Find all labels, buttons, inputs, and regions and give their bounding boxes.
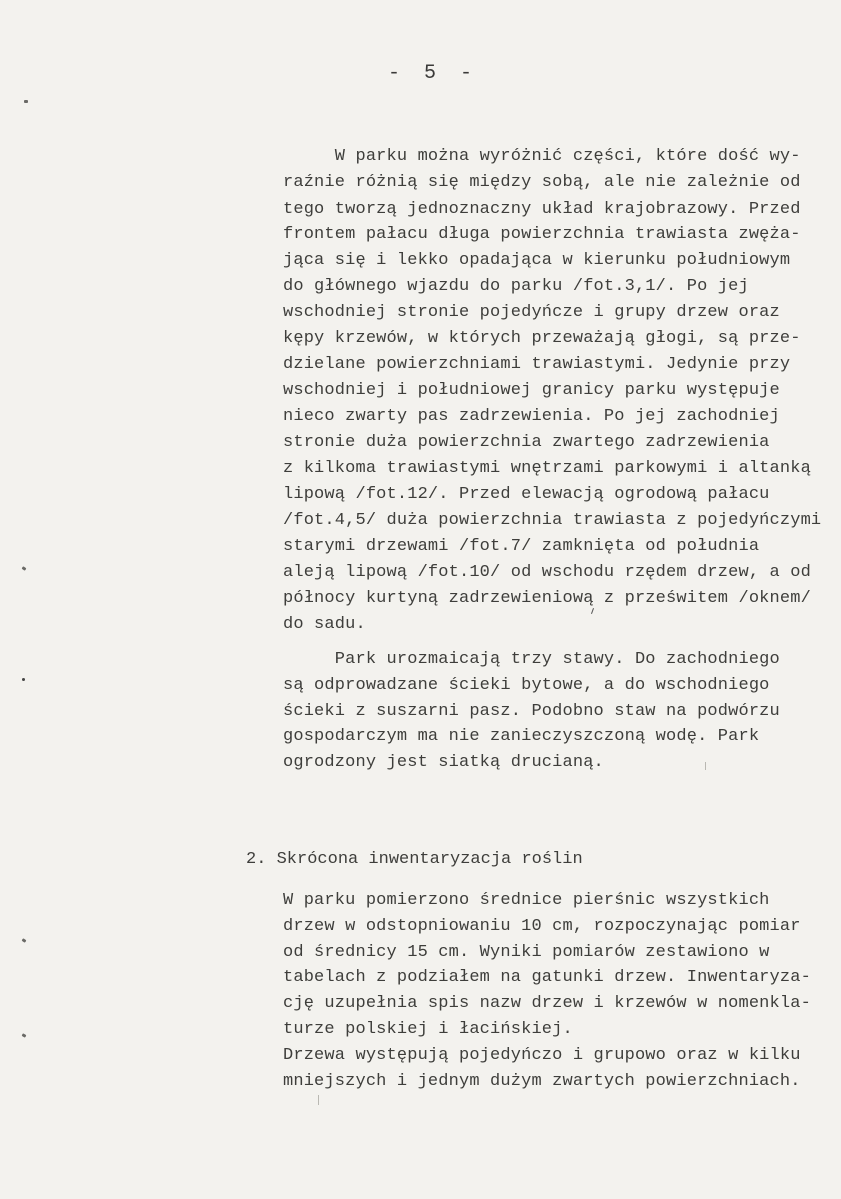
text-line: Drzewa występują pojedyńczo i grupowo oraz w kilku (283, 1046, 801, 1065)
text-line: aleją lipową /fot.10/ od wschodu rzędem drzew, a od (283, 563, 811, 582)
text-line: ogrodzony jest siatką drucianą. (283, 753, 604, 772)
margin-speck (22, 678, 25, 681)
text-line: do głównego wjazdu do parku /fot.3,1/. Po jej (283, 277, 749, 296)
text-line: gospodarczym ma nie zanieczyszczoną wodę. Park (283, 727, 760, 746)
text-line: drzew w odstopniowaniu 10 cm, rozpoczynając pomiar (283, 917, 801, 936)
section-heading: 2. Skrócona inwentaryzacja roślin (246, 850, 583, 869)
margin-speck (22, 1033, 27, 1038)
paper-fiber (705, 762, 706, 770)
text-line: frontem pałacu długa powierzchnia trawiasta zwęża- (283, 225, 801, 244)
text-line: tabelach z podziałem na gatunki drzew. Inwentaryza- (283, 968, 811, 987)
text-line: stronie duża powierzchnia zwartego zadrzewienia (283, 433, 770, 452)
text-line: od średnicy 15 cm. Wyniki pomiarów zestawiono w (283, 943, 770, 962)
text-line: mniejszych i jednym dużym zwartych powierzchniach. (283, 1072, 801, 1091)
text-line: /fot.4,5/ duża powierzchnia trawiasta z pojedyńczymi (283, 511, 822, 530)
text-line: ścieki z suszarni pasz. Podobno staw na podwórzu (283, 702, 780, 721)
text-line: są odprowadzane ścieki bytowe, a do wschodniego (283, 676, 770, 695)
text-line: wschodniej i południowej granicy parku występuje (283, 381, 780, 400)
text-line: z kilkoma trawiastymi wnętrzami parkowymi i altanką (283, 459, 811, 478)
page-number: - 5 - (388, 62, 479, 85)
margin-speck (22, 566, 27, 571)
margin-speck (22, 938, 27, 943)
text-line: wschodniej stronie pojedyńcze i grupy drzew oraz (283, 303, 780, 322)
text-line: turze polskiej i łacińskiej. (283, 1020, 573, 1039)
text-line: W parku można wyróżnić części, które dość wy- (283, 147, 801, 166)
paper-fiber (318, 1095, 319, 1105)
text-line: nieco zwarty pas zadrzewienia. Po jej zachodniej (283, 407, 780, 426)
text-line: starymi drzewami /fot.7/ zamknięta od południa (283, 537, 760, 556)
text-line: raźnie różnią się między sobą, ale nie zależnie od (283, 173, 801, 192)
text-line: Park urozmaicają trzy stawy. Do zachodniego (283, 650, 780, 669)
text-line: jąca się i lekko opadająca w kierunku południowym (283, 251, 791, 270)
text-line: lipową /fot.12/. Przed elewacją ogrodową pałacu (283, 485, 770, 504)
text-line: W parku pomierzono średnice pierśnic wszystkich (283, 891, 770, 910)
text-line: do sadu. (283, 615, 366, 634)
text-line: północy kurtyną zadrzewieniową z prześwitem /oknem/ (283, 589, 811, 608)
text-line: kępy krzewów, w których przeważają głogi, są prze- (283, 329, 801, 348)
ink-speck (591, 608, 594, 614)
text-line: dzielane powierzchniami trawiastymi. Jedynie przy (283, 355, 791, 374)
text-line: cję uzupełnia spis nazw drzew i krzewów w nomenkla- (283, 994, 811, 1013)
margin-speck (24, 100, 28, 103)
text-line: tego tworzą jednoznaczny układ krajobrazowy. Przed (283, 200, 801, 219)
